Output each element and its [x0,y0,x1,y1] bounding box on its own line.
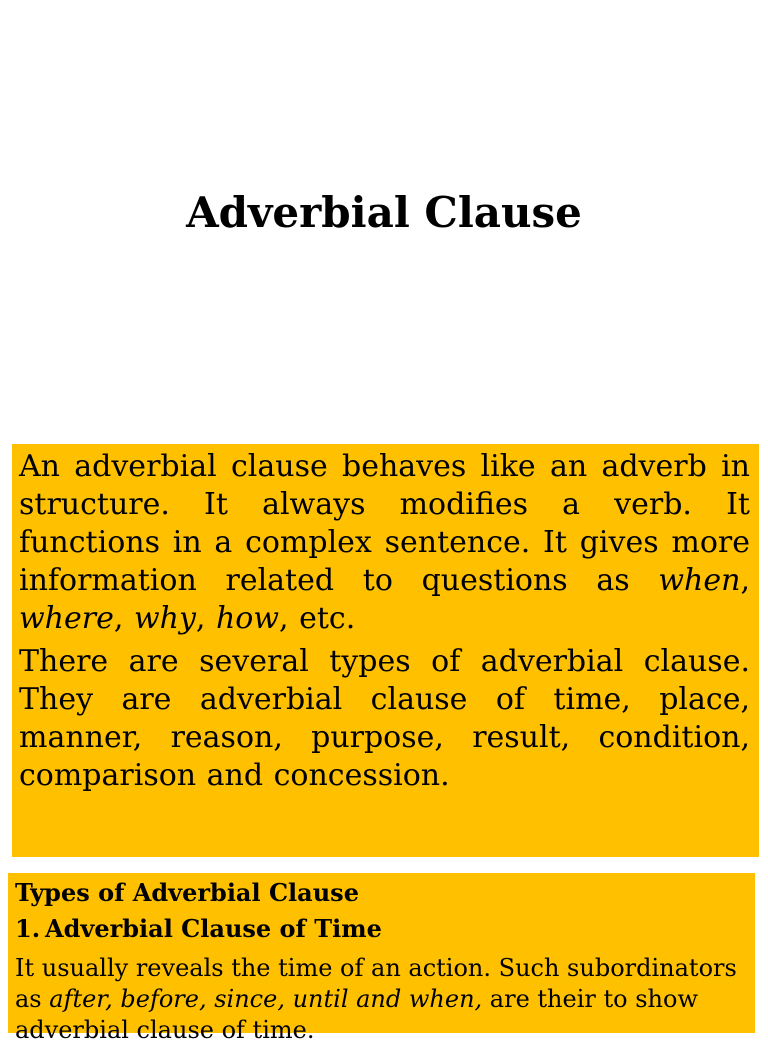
question-why: why [133,601,196,636]
types-box [8,873,755,1044]
separator: , [113,601,134,636]
intro-paragraph-1-ending: , etc. [279,601,356,636]
types-item-body [15,953,747,1046]
page-title: Adverbial Clause [186,188,582,237]
question-how: how [215,601,280,636]
intro-paragraph-2: There are several types of adverbial clause. They are adverbial clause of time, place, manner, reason, purpose, result, condition, comparison and concession. [19,644,750,793]
intro-paragraph-1 [19,448,750,638]
types-body-subordinators: after, before, since, until and when, [49,985,483,1013]
types-item-title: Adverbial Clause of Time [45,914,382,943]
types-item-number: 1. [15,914,41,943]
intro-box [12,444,759,857]
types-item-heading [15,913,747,945]
separator: , [740,563,750,598]
separator: , [195,601,216,636]
types-body-text: It usually reveals the time of an action. Such subordinators as [15,954,737,1013]
question-where: where [19,601,114,636]
intro-paragraph-1-text: An adverbial clause behaves like an adverb in structure. It always modifies a verb. It functions in a complex sentence. It gives more information related to questions as [19,449,750,598]
types-heading: Types of Adverbial Clause [15,878,359,907]
question-when: when [658,563,741,598]
types-body-ending: are their to show adverbial clause of time. [15,985,698,1044]
